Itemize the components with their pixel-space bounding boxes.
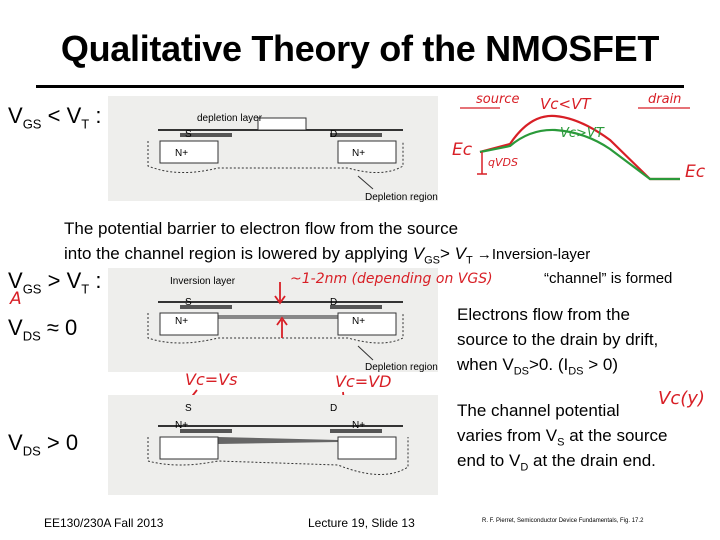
band-vc-lt-vt: Vc<VT bbox=[540, 95, 591, 113]
vc-equals-vd: Vc=VD bbox=[335, 372, 392, 391]
flow-text-line1: Electrons flow from the bbox=[457, 305, 630, 324]
n-plus-drain-1: N+ bbox=[352, 148, 366, 159]
potential-text-line3: end to $V_D$ at the drain end. bbox=[457, 451, 656, 474]
title-underline bbox=[36, 85, 684, 88]
flow-text-line3: when $V_{DS}>0$. $(I_{DS} > 0)$ bbox=[457, 355, 618, 378]
n-plus-source-2: N+ bbox=[175, 316, 189, 327]
footer-slide-number: Lecture 19, Slide 13 bbox=[308, 516, 415, 530]
n-plus-source-1: N+ bbox=[175, 148, 189, 159]
barrier-text-line2: into the channel region is lowered by applying $V_{GS}> V_T$ →Inversion-layer bbox=[64, 244, 591, 267]
band-vc-gt-vt: Vc>VT bbox=[560, 126, 604, 141]
barrier-text-line1: The potential barrier to electron flow from the source bbox=[64, 219, 459, 238]
vc-of-y: Vc(y) bbox=[658, 388, 705, 409]
drain-label-2: D bbox=[330, 297, 338, 308]
source-label-3: S bbox=[185, 403, 192, 414]
slide-title: Qualitative Theory of the NMOSFET bbox=[60, 28, 660, 69]
n-plus-drain-2: N+ bbox=[352, 316, 366, 327]
band-drain-label: drain bbox=[648, 92, 682, 107]
marker-a: A bbox=[10, 289, 22, 309]
thickness-note: ~1-2nm (depending on VGS) bbox=[290, 271, 493, 287]
source-label-1: S bbox=[185, 129, 192, 140]
band-ec-right: Ec bbox=[685, 162, 706, 182]
vc-equals-vs: Vc=Vs bbox=[185, 370, 238, 389]
hand-arrows-1 bbox=[270, 280, 300, 350]
footer-citation: R. F. Pierret, Semiconductor Device Fundamentals, Fig. 17.2 bbox=[482, 518, 644, 524]
condition-vgs-lt-vt: $V_{GS} < V_T$ : bbox=[8, 103, 102, 132]
mosfet-diagram-drift bbox=[108, 395, 438, 495]
footer-course: EE130/230A Fall 2013 bbox=[44, 516, 164, 530]
band-source-label: source bbox=[476, 92, 520, 107]
band-qvds: qVDS bbox=[488, 156, 518, 169]
channel-formed-text: “channel” is formed bbox=[544, 270, 673, 287]
depletion-layer-label: depletion layer bbox=[197, 113, 263, 124]
condition-vds-zero: $V_{DS} \approx 0$ bbox=[8, 315, 78, 344]
depletion-region-label-1: Depletion region bbox=[365, 192, 438, 203]
drain-label-1: D bbox=[330, 129, 338, 140]
band-ec-left: Ec bbox=[452, 140, 473, 160]
source-label-2: S bbox=[185, 297, 192, 308]
n-plus-source-3: N+ bbox=[175, 420, 189, 431]
n-plus-drain-3: N+ bbox=[352, 420, 366, 431]
inversion-layer-label: Inversion layer bbox=[170, 276, 236, 287]
potential-text-line1: The channel potential bbox=[457, 401, 620, 420]
mosfet-diagram-depletion bbox=[108, 96, 438, 201]
drain-label-3: D bbox=[330, 403, 338, 414]
depletion-region-label-2: Depletion region bbox=[365, 362, 438, 373]
potential-text-line2: varies from $V_S$ at the source bbox=[457, 426, 668, 449]
flow-text-line2: source to the drain by drift, bbox=[457, 330, 659, 349]
condition-vds-positive: $V_{DS} > 0$ bbox=[8, 430, 79, 459]
condition-vgs-gt-vt: $V_{GS} > V_T$ : bbox=[8, 268, 102, 297]
